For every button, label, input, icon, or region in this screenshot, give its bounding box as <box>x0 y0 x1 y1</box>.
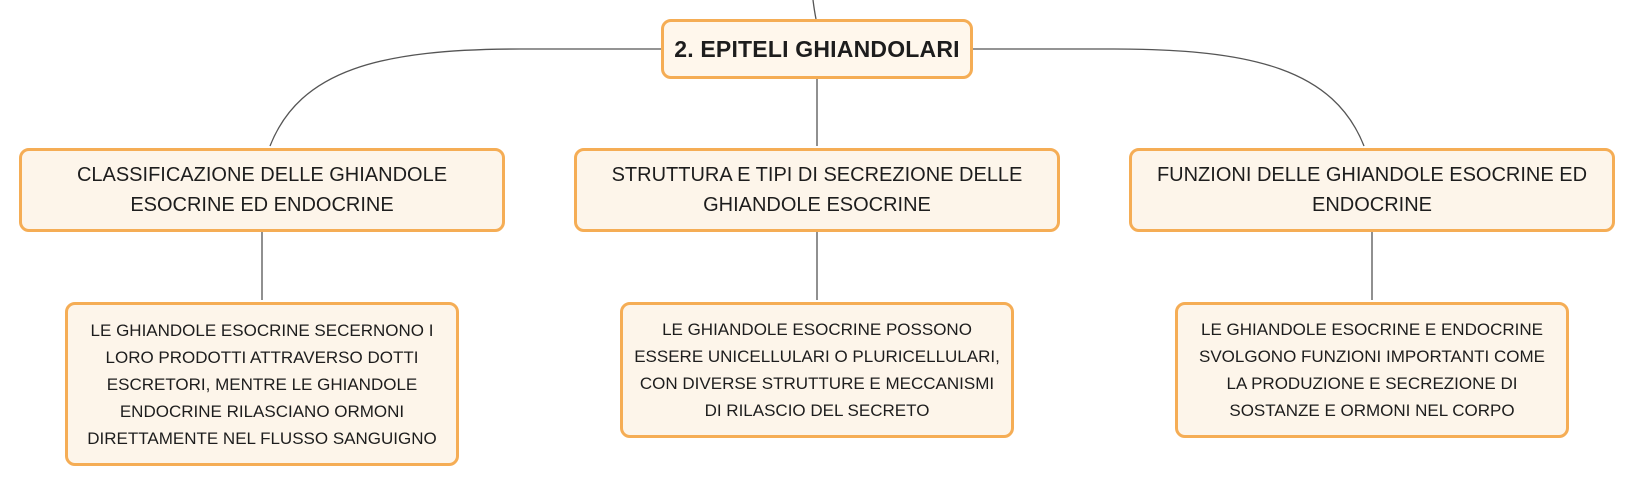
detail-node-funzioni[interactable] <box>1175 302 1569 438</box>
connector-root-to-right <box>973 49 1364 146</box>
root-title: 2. EPITELI GHIANDOLARI <box>674 35 960 62</box>
detail-text: LE GHIANDOLE ESOCRINE E ENDOCRINE SVOLGONO FUNZIONI IMPORTANTI COME LA PRODUZIONE E SECREZIONE DI SOSTANZE E ORMONI NEL CORPO <box>1198 320 1545 420</box>
detail-text: LE GHIANDOLE ESOCRINE SECERNONO I LORO PRODOTTI ATTRAVERSO DOTTI ESCRETORI, MENTRE LE GHIANDOLE ENDOCRINE RILASCIANO ORMONI DIRETTAMENTE NEL FLUSSO SANGUIGNO <box>87 320 437 448</box>
branch-title: STRUTTURA E TIPI DI SECREZIONE DELLE GHIANDOLE ESOCRINE <box>611 164 1023 216</box>
branch-node-struttura[interactable] <box>574 148 1060 232</box>
connector-root-to-left <box>270 49 661 146</box>
branch-node-funzioni[interactable] <box>1129 148 1615 232</box>
root-node[interactable] <box>661 19 973 79</box>
detail-node-struttura[interactable] <box>620 302 1014 438</box>
detail-text: LE GHIANDOLE ESOCRINE POSSONO ESSERE UNICELLULARI O PLURICELLULARI, CON DIVERSE STRUTTURE E MECCANISMI DI RILASCIO DEL SECRETO <box>634 320 1000 420</box>
detail-node-classificazione[interactable] <box>65 302 459 466</box>
branch-title: FUNZIONI DELLE GHIANDOLE ESOCRINE ED ENDOCRINE <box>1156 164 1588 216</box>
branch-node-classificazione[interactable] <box>19 148 505 232</box>
branch-title: CLASSIFICAZIONE DELLE GHIANDOLE ESOCRINE ED ENDOCRINE <box>76 164 448 216</box>
connector-from-parent <box>813 0 816 19</box>
